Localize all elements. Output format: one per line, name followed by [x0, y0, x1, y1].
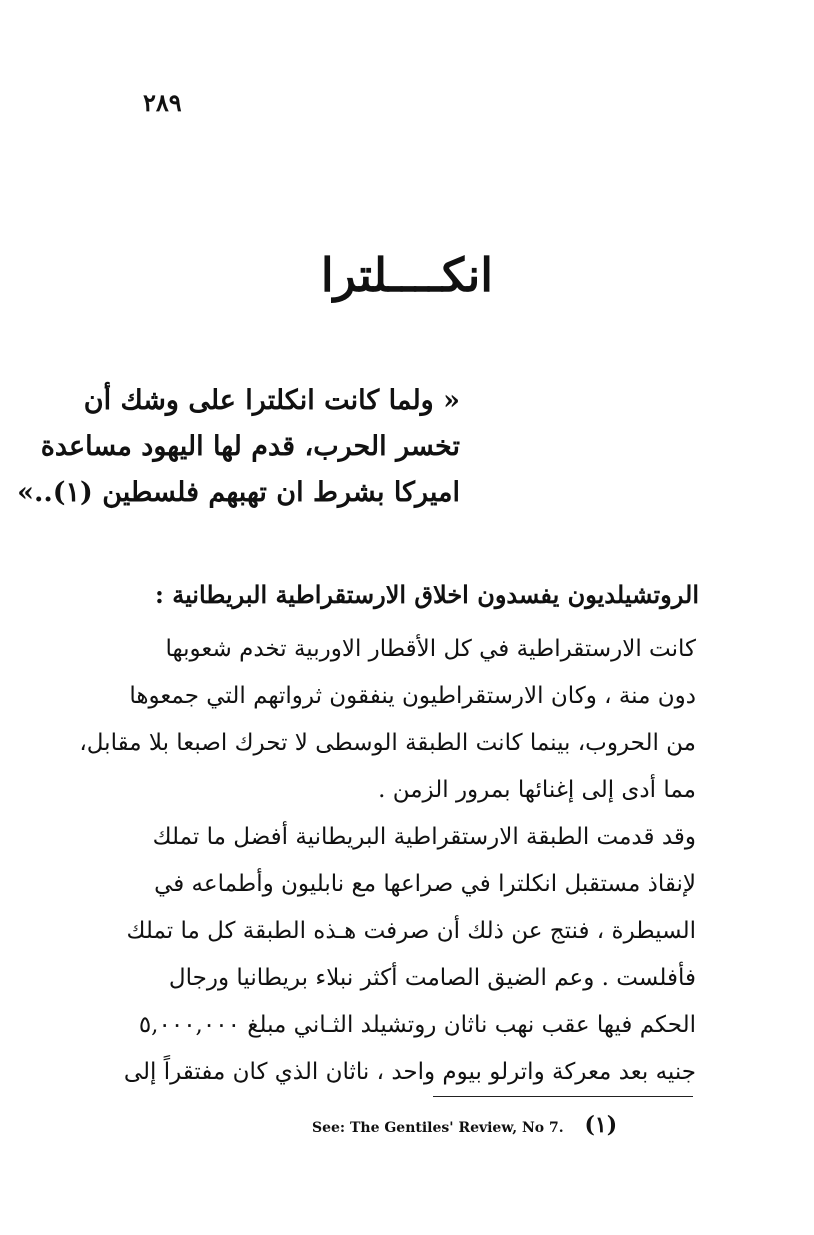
footnote-divider: [433, 1096, 693, 1097]
body-line: وقد قدمت الطبقة الارستقراطية البريطانية أفضل ما تملك: [152, 824, 696, 850]
body-line: مما أدى إلى إغنائها بمرور الزمن .: [378, 777, 696, 803]
quote-line: اميركا بشرط ان تهبهم فلسطين (١)..»: [17, 477, 460, 508]
body-line: الحكم فيها عقب نهب ناثان روتشيلد الثـاني مبلغ ٥,٠٠٠,٠٠٠: [138, 1012, 696, 1038]
quote-line: تخسر الحرب، قدم لها اليهود مساعدة: [40, 431, 460, 462]
body-line: دون منة ، وكان الارستقراطيون ينفقون ثرواتهم التي جمعوها: [129, 683, 696, 709]
section-heading: الروتشيلديون يفسدون اخلاق الارستقراطية البريطانية :: [154, 580, 699, 609]
epigraph-quote: [17, 378, 460, 516]
footnote-marker: (١): [584, 1112, 618, 1138]
body-line: جنيه بعد معركة واترلو بيوم واحد ، ناثان الذي كان مفتقراً إلى: [123, 1059, 696, 1085]
body-line: من الحروب، بينما كانت الطبقة الوسطى لا تحرك اصبعا بلا مقابل،: [79, 730, 696, 756]
body-line: كانت الارستقراطية في كل الأقطار الاوربية تخدم شعوبها: [165, 636, 696, 662]
body-text: [79, 626, 696, 1096]
chapter-title: انكــــلترا: [320, 248, 494, 302]
footnote: [312, 1112, 617, 1138]
quote-line: « ولما كانت انكلترا على وشك أن: [83, 385, 460, 416]
page-number: ٢٨٩: [143, 88, 182, 117]
footnote-text: See: The Gentiles' Review, No 7.: [312, 1120, 564, 1136]
body-line: فأفلست . وعم الضيق الصامت أكثر نبلاء بريطانيا ورجال: [168, 965, 696, 991]
body-line: لإنقاذ مستقبل انكلترا في صراعها مع نابليون وأطماعه في: [154, 871, 696, 897]
body-line: السيطرة ، فنتج عن ذلك أن صرفت هـذه الطبقة كل ما تملك: [126, 918, 696, 944]
